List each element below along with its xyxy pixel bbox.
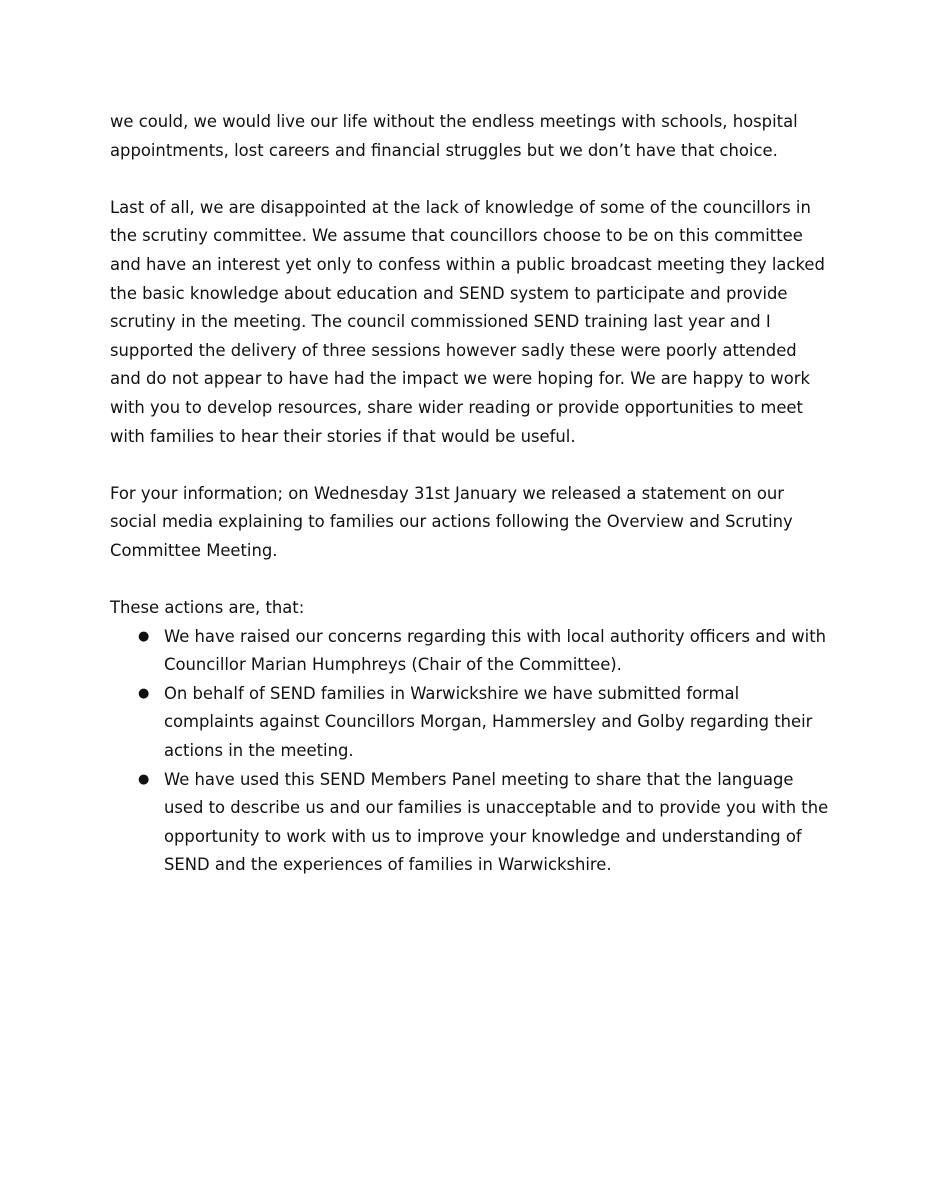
bullet-icon: ● <box>138 628 150 644</box>
action-text: We have used this SEND Members Panel meeting to share that the language used to describe us and our families is unacceptable and to provide you with the opportunity to work with us to improve your knowledge and understanding of SEND and the experiences of families in Warwickshire. <box>164 769 829 875</box>
paragraph-continuation: we could, we would live our life without the endless meetings with schools, hospital appointments, lost careers and financial struggles but we don’t have that choice. <box>110 112 798 160</box>
list-item <box>110 680 830 766</box>
action-text: On behalf of SEND families in Warwickshire we have submitted formal complaints against Councillors Morgan, Hammersley and Golby regarding their actions in the meeting. <box>164 683 813 761</box>
action-text: We have raised our concerns regarding this with local authority officers and with Councillor Marian Humphreys (Chair of the Committee). <box>164 626 827 675</box>
paragraph-statement-info: For your information; on Wednesday 31st January we released a statement on our social media explaining to families our actions following the Overview and Scrutiny Committee Meeting. <box>110 483 793 560</box>
bullet-icon: ● <box>138 771 150 787</box>
paragraph-councillor-knowledge: Last of all, we are disappointed at the lack of knowledge of some of the councillors in the scrutiny committee. We assume that councillors choose to be on this committee and have an interest yet only to confess within a public broadcast meeting they lacked the basic knowledge about education and SEND system to participate and provide scrutiny in the meeting. The council commissioned SEND training last year and I supported the delivery of three sessions however sadly these were poorly attended and do not appear to have had the impact we were hoping for. We are happy to work with you to develop resources, share wider reading or provide opportunities to meet with families to hear their stories if that would be useful. <box>110 197 825 446</box>
actions-list <box>110 623 830 880</box>
actions-intro: These actions are, that: <box>110 598 305 618</box>
list-item <box>110 623 830 680</box>
document-body <box>110 108 830 880</box>
bullet-icon: ● <box>138 685 150 701</box>
list-item <box>110 766 830 880</box>
